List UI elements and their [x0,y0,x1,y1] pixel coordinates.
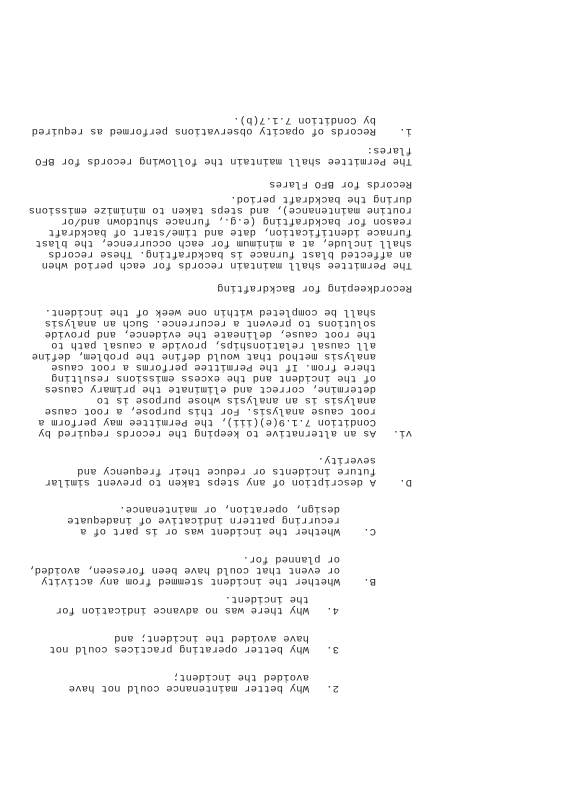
item-4-marker: 4. [325,604,339,616]
item-vi-line-1: As an alternative to keeping the records required by [37,427,376,439]
item-4-line-2: the incident. [224,593,309,605]
item-c-line-3: design, operation, or maintenance. [118,503,340,515]
item-vi-line-12: shall be completed within one week of the incident. [44,306,376,318]
item-d-line-1: A description of any steps taken to prevent similar [44,476,376,488]
item-vi-line-7: there from. If the Permittee performs a root cause [50,361,376,373]
backdrafting-line-3: shall include, at a minimum for each occurrence, the blast [34,237,412,249]
item-vi-line-2: Condition 7.1.9(e)(iii), the Permittee may perform a [37,416,376,428]
item-c-marker: C. [362,525,376,537]
item-2-line-2: avoided the incident; [172,671,309,683]
item-b-line-1: Whether the incident stemmed from any activity [40,575,340,587]
backdrafting-line-5: reason for backdrafting (e.g., furnace shutdown and/or [60,215,412,227]
item-3-line-1: Why better operating practices could not [48,643,309,655]
item-2-marker: 2. [325,682,339,694]
item-vi-marker: vi. [392,427,412,439]
item-d-marker: D. [398,476,412,488]
item-vi-line-9: all causal relationships, provide a causal path to [50,339,376,351]
item-3-line-2: have avoided the incident; and [113,632,309,644]
backdrafting-line-6: routine maintenance), and steps taken to minimize emissions [28,204,412,216]
item-2-line-1: Why better maintenance could not have [68,682,309,694]
bfo-line-2: flares: [366,144,412,156]
item-vi-line-10: the root cause, delineate the evidence, and provide [44,328,376,340]
item-vi-line-6: of the incident and the excess emissions resulting [50,372,376,384]
section-heading-bfo-flares: Records for BFO Flares [268,178,412,190]
item-vi-line-8: analysis method that would define the problem, define [31,350,376,362]
item-i-line-2: by Condition 7.1.7(b). [232,114,376,126]
item-c-line-2: recurring pattern indicative of inadequate [66,514,340,526]
item-3-marker: 3. [325,643,339,655]
item-vi-line-11: solutions to prevent a recurrence. Such an analysis [44,317,376,329]
backdrafting-line-1: The Permittee shall maintain records for each period when [41,259,412,271]
item-4-line-1: Why there was no advance indication for [55,604,309,616]
item-b-line-3: or planned for. [242,553,340,565]
item-d-line-2: future incidents or reduce their frequency and [76,465,376,477]
backdrafting-line-7: during the backdraft period. [229,193,412,205]
item-c-line-1: Whether the incident was or is part of a [79,525,340,537]
item-vi-line-5: determine, correct and eliminate the primary causes [44,383,376,395]
bfo-line-1: The Permittee shall maintain the following records for BFO [34,155,412,167]
item-i-marker: i. [398,125,412,137]
item-vi-line-3: root cause analysis. For this purpose, a root cause [44,405,376,417]
item-i-line-1: Records of opacity observations performed as required [31,125,376,137]
item-b-marker: B. [362,575,376,587]
section-heading-backdrafting: Recordkeeping for Backdrafting [216,282,412,294]
item-d-line-3: severity. [317,454,376,466]
backdrafting-line-2: an affected blast furnace is backdrafting. These records [47,248,412,260]
item-vi-line-4: analysis is an analysis whose purpose is to [96,394,376,406]
item-b-line-2: or event that could have been foreseen, avoided, [27,564,340,576]
backdrafting-line-4: furnace identification, date and time/start of backdraft [47,226,412,238]
